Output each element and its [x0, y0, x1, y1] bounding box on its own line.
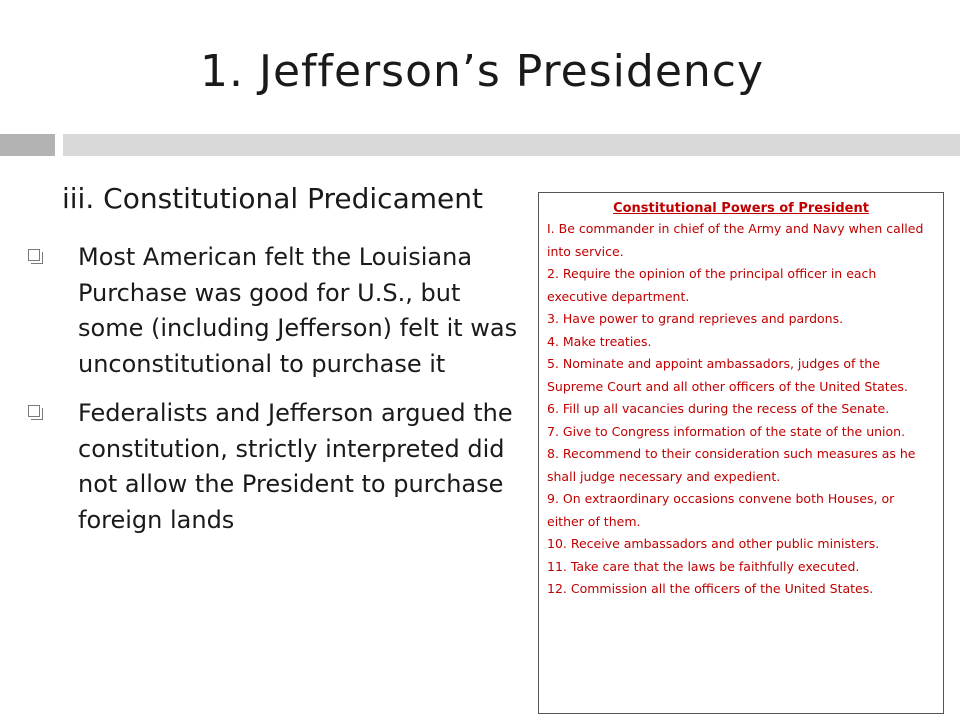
- power-item: 2. Require the opinion of the principal officer in each executive department.: [547, 266, 877, 304]
- power-item: 5. Nominate and appoint ambassadors, judges of the Supreme Court and all other officers of the United States.: [547, 356, 908, 394]
- power-item: 8. Recommend to their consideration such measures as he shall judge necessary and expedient.: [547, 446, 916, 484]
- bullet-text: Most American felt the Louisiana Purchase was good for U.S., but some (including Jefferson) felt it was unconstitutional to purchase it: [78, 243, 518, 378]
- panel-title: Constitutional Powers of President: [613, 201, 869, 216]
- square-bullet-icon: [28, 405, 40, 417]
- power-item: 11. Take care that the laws be faithfully executed.: [547, 558, 860, 574]
- section-subheading: iii. Constitutional Predicament: [62, 182, 483, 215]
- square-bullet-icon: [28, 249, 40, 261]
- power-item: I. Be commander in chief of the Army and Navy when called into service.: [547, 221, 924, 259]
- bullet-text: Federalists and Jefferson argued the constitution, strictly interpreted did not allow the President to purchase foreign lands: [78, 399, 513, 534]
- bullet-item: [28, 240, 528, 382]
- power-item: 3. Have power to grand reprieves and pardons.: [547, 311, 844, 326]
- accent-bar-left: [0, 134, 55, 156]
- power-item: 10. Receive ambassadors and other public ministers.: [547, 536, 880, 551]
- bullet-item: [28, 396, 528, 538]
- power-item: 12. Commission all the officers of the United States.: [547, 581, 874, 596]
- slide-title: 1. Jefferson’s Presidency: [200, 46, 764, 97]
- bullet-list: [28, 240, 528, 552]
- accent-bar-right: [63, 134, 960, 156]
- powers-list: [547, 218, 935, 601]
- power-item: 7. Give to Congress information of the state of the union.: [547, 423, 906, 439]
- power-item: 4. Make treaties.: [547, 333, 652, 349]
- power-item: 9. On extraordinary occasions convene both Houses, or either of them.: [547, 491, 895, 529]
- power-item: 6. Fill up all vacancies during the recess of the Senate.: [547, 401, 890, 416]
- powers-panel: [538, 192, 944, 714]
